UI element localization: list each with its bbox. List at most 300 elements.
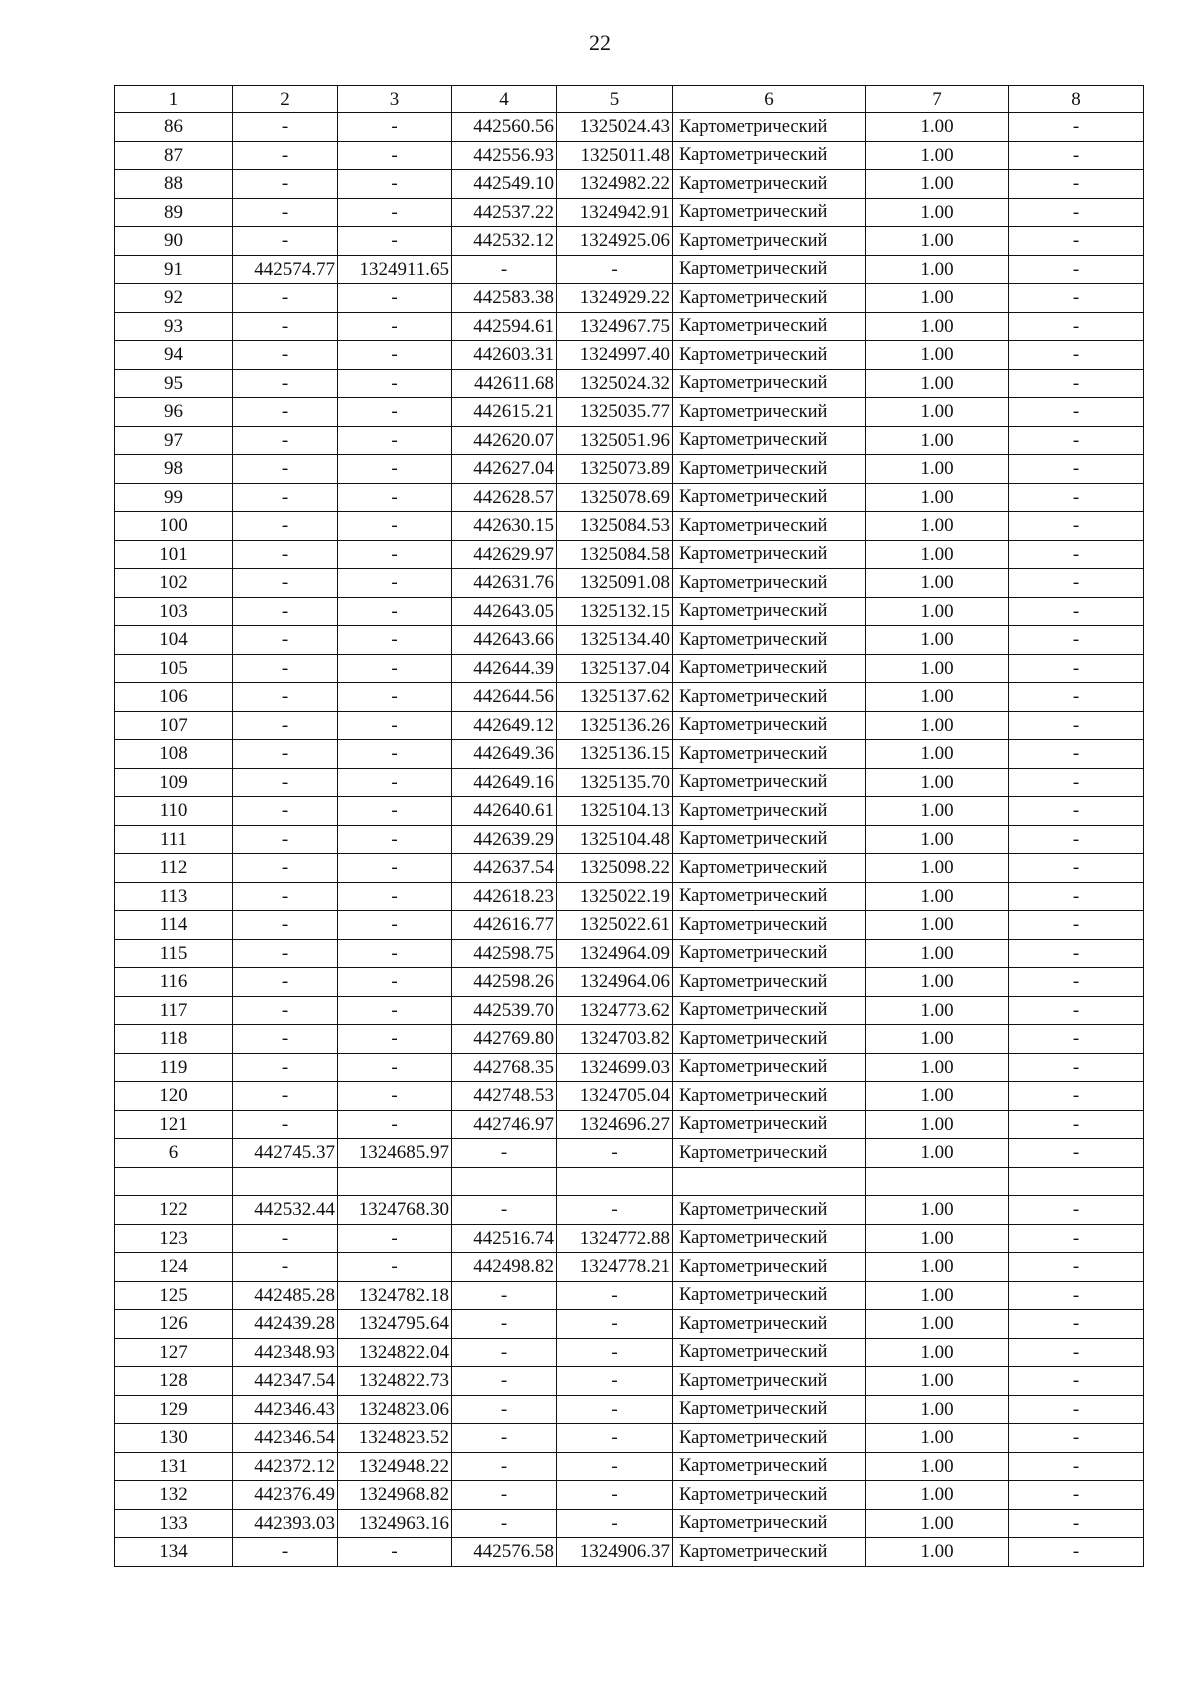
column-header-3: 3 xyxy=(338,86,452,113)
table-cell-col-4: 442643.05 xyxy=(452,597,557,626)
table-row xyxy=(115,170,1144,199)
table-cell-col-7: 1.00 xyxy=(866,1224,1009,1253)
table-cell-col-5: 1325098.22 xyxy=(557,854,673,883)
table-cell-col-6: Картометрический xyxy=(673,882,866,911)
table-cell-col-4: 442630.15 xyxy=(452,512,557,541)
table-cell-col-7: 1.00 xyxy=(866,255,1009,284)
table-cell-col-5: 1324964.09 xyxy=(557,939,673,968)
table-cell-col-1: 99 xyxy=(115,483,233,512)
table-cell-col-8: - xyxy=(1009,227,1144,256)
table-row xyxy=(115,398,1144,427)
table-cell-col-7: 1.00 xyxy=(866,455,1009,484)
table-cell-col-5: 1325136.15 xyxy=(557,740,673,769)
table-cell-col-4: 442748.53 xyxy=(452,1082,557,1111)
table-cell-col-6: Картометрический xyxy=(673,1481,866,1510)
table-cell-col-7: 1.00 xyxy=(866,141,1009,170)
table-cell-col-2: 442346.54 xyxy=(233,1424,338,1453)
table-cell-col-4: 442649.16 xyxy=(452,768,557,797)
table-cell-col-6: Картометрический xyxy=(673,398,866,427)
table-cell-col-7: 1.00 xyxy=(866,711,1009,740)
table-cell-col-8: - xyxy=(1009,170,1144,199)
table-cell-col-3: 1324795.64 xyxy=(338,1310,452,1339)
table-cell-col-7: 1.00 xyxy=(866,1481,1009,1510)
table-cell-col-1 xyxy=(115,1167,233,1196)
table-cell-col-7: 1.00 xyxy=(866,1452,1009,1481)
table-cell-col-5: 1325135.70 xyxy=(557,768,673,797)
table-cell-col-7: 1.00 xyxy=(866,1082,1009,1111)
table-cell-col-1: 108 xyxy=(115,740,233,769)
table-cell-col-6: Картометрический xyxy=(673,1053,866,1082)
table-row xyxy=(115,227,1144,256)
table-cell-col-8: - xyxy=(1009,426,1144,455)
table-cell-col-5: 1324925.06 xyxy=(557,227,673,256)
table-cell-col-1: 111 xyxy=(115,825,233,854)
table-cell-col-1: 114 xyxy=(115,911,233,940)
table-cell-col-3: - xyxy=(338,1110,452,1139)
table-cell-col-1: 119 xyxy=(115,1053,233,1082)
table-cell-col-4: 442594.61 xyxy=(452,312,557,341)
table-cell-col-2: - xyxy=(233,797,338,826)
table-cell-col-5: 1325134.40 xyxy=(557,626,673,655)
table-cell-col-6: Картометрический xyxy=(673,1224,866,1253)
table-cell-col-4: 442649.12 xyxy=(452,711,557,740)
table-cell-col-2: 442348.93 xyxy=(233,1338,338,1367)
table-row xyxy=(115,911,1144,940)
table-row xyxy=(115,1424,1144,1453)
table-cell-col-8: - xyxy=(1009,911,1144,940)
table-cell-col-3: - xyxy=(338,540,452,569)
table-cell-col-6: Картометрический xyxy=(673,854,866,883)
table-cell-col-2: - xyxy=(233,711,338,740)
table-cell-col-1: 98 xyxy=(115,455,233,484)
table-cell-col-2: - xyxy=(233,227,338,256)
table-cell-col-2: - xyxy=(233,911,338,940)
table-cell-col-8: - xyxy=(1009,996,1144,1025)
table-cell-col-6: Картометрический xyxy=(673,1139,866,1168)
table-cell-col-2: - xyxy=(233,968,338,997)
table-cell-col-3: - xyxy=(338,711,452,740)
table-cell-col-1: 93 xyxy=(115,312,233,341)
table-cell-col-8: - xyxy=(1009,1253,1144,1282)
table-cell-col-3: 1324782.18 xyxy=(338,1281,452,1310)
table-cell-col-3: - xyxy=(338,683,452,712)
table-cell-col-4: - xyxy=(452,1395,557,1424)
table-cell-col-4: - xyxy=(452,1509,557,1538)
table-cell-col-8: - xyxy=(1009,312,1144,341)
table-cell-col-6: Картометрический xyxy=(673,284,866,313)
table-row xyxy=(115,255,1144,284)
table-cell-col-7: 1.00 xyxy=(866,483,1009,512)
table-cell-col-5: 1324778.21 xyxy=(557,1253,673,1282)
table-cell-col-2 xyxy=(233,1167,338,1196)
table-cell-col-3: - xyxy=(338,854,452,883)
table-cell-col-1: 88 xyxy=(115,170,233,199)
table-cell-col-2: - xyxy=(233,113,338,142)
table-cell-col-6: Картометрический xyxy=(673,540,866,569)
table-cell-col-4: 442629.97 xyxy=(452,540,557,569)
table-cell-col-5: 1324982.22 xyxy=(557,170,673,199)
table-cell-col-6: Картометрический xyxy=(673,911,866,940)
table-cell-col-7: 1.00 xyxy=(866,740,1009,769)
table-cell-col-8: - xyxy=(1009,255,1144,284)
table-cell-col-7: 1.00 xyxy=(866,198,1009,227)
table-cell-col-4: 442583.38 xyxy=(452,284,557,313)
table-cell-col-8: - xyxy=(1009,968,1144,997)
table-cell-col-2: 442485.28 xyxy=(233,1281,338,1310)
table-cell-col-8: - xyxy=(1009,1139,1144,1168)
table-cell-col-8: - xyxy=(1009,1281,1144,1310)
table-cell-col-2: - xyxy=(233,369,338,398)
table-cell-col-4: - xyxy=(452,1338,557,1367)
table-cell-col-7: 1.00 xyxy=(866,996,1009,1025)
table-cell-col-2: 442393.03 xyxy=(233,1509,338,1538)
table-cell-col-8: - xyxy=(1009,569,1144,598)
table-cell-col-6: Картометрический xyxy=(673,683,866,712)
column-header-4: 4 xyxy=(452,86,557,113)
table-row xyxy=(115,825,1144,854)
table-cell-col-4: 442640.61 xyxy=(452,797,557,826)
table-cell-col-6: Картометрический xyxy=(673,369,866,398)
table-cell-col-1: 134 xyxy=(115,1538,233,1567)
table-cell-col-8: - xyxy=(1009,369,1144,398)
table-cell-col-8: - xyxy=(1009,512,1144,541)
table-cell-col-7: 1.00 xyxy=(866,426,1009,455)
table-row xyxy=(115,1452,1144,1481)
table-row xyxy=(115,341,1144,370)
table-row xyxy=(115,1110,1144,1139)
table-cell-col-1: 105 xyxy=(115,654,233,683)
table-cell-col-6: Картометрический xyxy=(673,1253,866,1282)
table-cell-col-3: - xyxy=(338,369,452,398)
table-cell-col-5: 1325084.53 xyxy=(557,512,673,541)
table-cell-col-2: - xyxy=(233,512,338,541)
table-cell-col-7: 1.00 xyxy=(866,597,1009,626)
column-header-1: 1 xyxy=(115,86,233,113)
table-cell-col-8: - xyxy=(1009,1110,1144,1139)
table-cell-col-3: - xyxy=(338,512,452,541)
table-cell-col-6: Картометрический xyxy=(673,939,866,968)
table-row xyxy=(115,626,1144,655)
table-row xyxy=(115,512,1144,541)
table-cell-col-3: - xyxy=(338,284,452,313)
table-cell-col-6: Картометрический xyxy=(673,483,866,512)
table-row xyxy=(115,768,1144,797)
table-row xyxy=(115,284,1144,313)
table-cell-col-2: - xyxy=(233,1025,338,1054)
table-cell-col-4: - xyxy=(452,255,557,284)
table-cell-col-1: 110 xyxy=(115,797,233,826)
table-cell-col-7: 1.00 xyxy=(866,1139,1009,1168)
table-cell-col-8: - xyxy=(1009,939,1144,968)
table-cell-col-4: - xyxy=(452,1424,557,1453)
table-cell-col-8: - xyxy=(1009,854,1144,883)
table-cell-col-6: Картометрический xyxy=(673,996,866,1025)
table-cell-col-3: - xyxy=(338,911,452,940)
table-cell-col-1: 106 xyxy=(115,683,233,712)
table-cell-col-3: - xyxy=(338,654,452,683)
table-cell-col-3: - xyxy=(338,312,452,341)
table-cell-col-5: - xyxy=(557,1395,673,1424)
table-cell-col-4: 442769.80 xyxy=(452,1025,557,1054)
table-cell-col-3: - xyxy=(338,1253,452,1282)
table-cell-col-2: 442745.37 xyxy=(233,1139,338,1168)
table-cell-col-3: 1324968.82 xyxy=(338,1481,452,1510)
table-cell-col-4: 442649.36 xyxy=(452,740,557,769)
table-cell-col-1: 130 xyxy=(115,1424,233,1453)
table-cell-col-5: 1325137.04 xyxy=(557,654,673,683)
table-cell-col-6: Картометрический xyxy=(673,825,866,854)
table-cell-col-7: 1.00 xyxy=(866,1053,1009,1082)
coordinates-table xyxy=(114,85,1144,1567)
table-cell-col-1: 91 xyxy=(115,255,233,284)
table-cell-col-2: - xyxy=(233,483,338,512)
table-cell-col-1: 87 xyxy=(115,141,233,170)
table-cell-col-2: - xyxy=(233,854,338,883)
table-cell-col-7: 1.00 xyxy=(866,569,1009,598)
table-row xyxy=(115,1082,1144,1111)
table-row xyxy=(115,1310,1144,1339)
table-cell-col-7: 1.00 xyxy=(866,797,1009,826)
table-cell-col-8: - xyxy=(1009,1310,1144,1339)
table-cell-col-6: Картометрический xyxy=(673,255,866,284)
table-cell-col-7: 1.00 xyxy=(866,1367,1009,1396)
table-cell-col-1: 127 xyxy=(115,1338,233,1367)
table-cell-col-4: 442643.66 xyxy=(452,626,557,655)
table-cell-col-7: 1.00 xyxy=(866,512,1009,541)
table-cell-col-2: - xyxy=(233,170,338,199)
table-cell-col-3: - xyxy=(338,825,452,854)
table-row xyxy=(115,1053,1144,1082)
table-cell-col-5: - xyxy=(557,1196,673,1225)
table-row xyxy=(115,1395,1144,1424)
table-cell-col-4: 442598.26 xyxy=(452,968,557,997)
table-cell-col-2: - xyxy=(233,939,338,968)
table-cell-col-3: 1324823.06 xyxy=(338,1395,452,1424)
table-cell-col-3: - xyxy=(338,1082,452,1111)
table-cell-col-6: Картометрический xyxy=(673,597,866,626)
table-cell-col-7: 1.00 xyxy=(866,939,1009,968)
table-cell-col-7: 1.00 xyxy=(866,1395,1009,1424)
table-cell-col-2: - xyxy=(233,569,338,598)
table-cell-col-1: 126 xyxy=(115,1310,233,1339)
table-cell-col-6: Картометрический xyxy=(673,1509,866,1538)
table-cell-col-4 xyxy=(452,1167,557,1196)
table-row xyxy=(115,1025,1144,1054)
table-cell-col-4: - xyxy=(452,1139,557,1168)
table-cell-col-7: 1.00 xyxy=(866,1196,1009,1225)
table-cell-col-4: 442539.70 xyxy=(452,996,557,1025)
table-cell-col-3: - xyxy=(338,198,452,227)
table-cell-col-8: - xyxy=(1009,341,1144,370)
table-cell-col-3: - xyxy=(338,626,452,655)
table-cell-col-5: 1325022.61 xyxy=(557,911,673,940)
table-cell-col-2: - xyxy=(233,654,338,683)
table-cell-col-1: 94 xyxy=(115,341,233,370)
table-cell-col-1: 122 xyxy=(115,1196,233,1225)
table-cell-col-2: - xyxy=(233,740,338,769)
column-header-8: 8 xyxy=(1009,86,1144,113)
table-cell-col-1: 133 xyxy=(115,1509,233,1538)
table-cell-col-3: 1324911.65 xyxy=(338,255,452,284)
table-cell-col-8: - xyxy=(1009,1367,1144,1396)
table-cell-col-6: Картометрический xyxy=(673,1196,866,1225)
table-cell-col-5: 1325104.13 xyxy=(557,797,673,826)
table-cell-col-5: - xyxy=(557,1281,673,1310)
table-cell-col-5: 1324772.88 xyxy=(557,1224,673,1253)
table-cell-col-1: 113 xyxy=(115,882,233,911)
table-cell-col-6: Картометрический xyxy=(673,768,866,797)
table-cell-col-4: - xyxy=(452,1481,557,1510)
table-row xyxy=(115,1509,1144,1538)
table-cell-col-6: Картометрический xyxy=(673,711,866,740)
table-cell-col-4: 442549.10 xyxy=(452,170,557,199)
table-cell-col-2: - xyxy=(233,341,338,370)
table-row xyxy=(115,1139,1144,1168)
table-cell-col-7: 1.00 xyxy=(866,1310,1009,1339)
table-cell-col-3: - xyxy=(338,1053,452,1082)
table-row xyxy=(115,968,1144,997)
table-cell-col-2: - xyxy=(233,540,338,569)
table-cell-col-6: Картометрический xyxy=(673,1110,866,1139)
table-cell-col-8: - xyxy=(1009,1025,1144,1054)
table-cell-col-3: 1324823.52 xyxy=(338,1424,452,1453)
table-cell-col-5: 1325035.77 xyxy=(557,398,673,427)
table-cell-col-4: 442644.56 xyxy=(452,683,557,712)
table-cell-col-1: 125 xyxy=(115,1281,233,1310)
table-cell-col-8: - xyxy=(1009,654,1144,683)
table-cell-col-6: Картометрический xyxy=(673,797,866,826)
table-row xyxy=(115,882,1144,911)
table-cell-col-6: Картометрический xyxy=(673,426,866,455)
table-cell-col-4: 442628.57 xyxy=(452,483,557,512)
table-cell-col-7: 1.00 xyxy=(866,398,1009,427)
table-cell-col-7: 1.00 xyxy=(866,1025,1009,1054)
table-cell-col-2: 442347.54 xyxy=(233,1367,338,1396)
table-row xyxy=(115,1338,1144,1367)
table-row xyxy=(115,1224,1144,1253)
table-cell-col-2: 442376.49 xyxy=(233,1481,338,1510)
table-cell-col-6: Картометрический xyxy=(673,113,866,142)
table-cell-col-5 xyxy=(557,1167,673,1196)
table-cell-col-1: 92 xyxy=(115,284,233,313)
table-cell-col-1: 116 xyxy=(115,968,233,997)
table-cell-col-2: - xyxy=(233,141,338,170)
table-cell-col-4: - xyxy=(452,1196,557,1225)
table-cell-col-1: 86 xyxy=(115,113,233,142)
table-cell-col-1: 103 xyxy=(115,597,233,626)
table-row xyxy=(115,939,1144,968)
table-cell-col-5: 1325091.08 xyxy=(557,569,673,598)
table-cell-col-7: 1.00 xyxy=(866,968,1009,997)
table-cell-col-6: Картометрический xyxy=(673,1538,866,1567)
table-cell-col-1: 109 xyxy=(115,768,233,797)
table-cell-col-8: - xyxy=(1009,1538,1144,1567)
table-cell-col-6: Картометрический xyxy=(673,1310,866,1339)
table-cell-col-8: - xyxy=(1009,1395,1144,1424)
table-row xyxy=(115,1196,1144,1225)
table-cell-col-1: 128 xyxy=(115,1367,233,1396)
table-cell-col-6: Картометрический xyxy=(673,512,866,541)
table-cell-col-3: - xyxy=(338,398,452,427)
table-cell-col-2: - xyxy=(233,597,338,626)
table-cell-col-1: 104 xyxy=(115,626,233,655)
table-cell-col-2: 442372.12 xyxy=(233,1452,338,1481)
table-cell-col-3: 1324822.73 xyxy=(338,1367,452,1396)
table-cell-col-5: - xyxy=(557,1338,673,1367)
table-cell-col-3: - xyxy=(338,1538,452,1567)
table-cell-col-7: 1.00 xyxy=(866,312,1009,341)
table-cell-col-5: 1325022.19 xyxy=(557,882,673,911)
table-header-row xyxy=(115,86,1144,113)
table-cell-col-5: - xyxy=(557,1509,673,1538)
table-cell-col-2: - xyxy=(233,1224,338,1253)
table-cell-col-8: - xyxy=(1009,683,1144,712)
table-cell-col-4: 442556.93 xyxy=(452,141,557,170)
table-cell-col-3: - xyxy=(338,968,452,997)
table-cell-col-7: 1.00 xyxy=(866,1110,1009,1139)
table-cell-col-8: - xyxy=(1009,455,1144,484)
table-cell-col-1: 97 xyxy=(115,426,233,455)
table-cell-col-2: - xyxy=(233,825,338,854)
table-cell-col-1: 123 xyxy=(115,1224,233,1253)
table-cell-col-8: - xyxy=(1009,825,1144,854)
table-cell-col-2: 442346.43 xyxy=(233,1395,338,1424)
table-cell-col-3: - xyxy=(338,426,452,455)
table-cell-col-4: - xyxy=(452,1452,557,1481)
table-cell-col-5: 1325136.26 xyxy=(557,711,673,740)
table-row xyxy=(115,141,1144,170)
table-cell-col-1: 131 xyxy=(115,1452,233,1481)
table-cell-col-5: - xyxy=(557,1139,673,1168)
table-cell-col-8: - xyxy=(1009,113,1144,142)
table-cell-col-8: - xyxy=(1009,768,1144,797)
table-cell-col-2: - xyxy=(233,1538,338,1567)
table-cell-col-5: 1324906.37 xyxy=(557,1538,673,1567)
table-cell-col-8: - xyxy=(1009,398,1144,427)
table-cell-col-5: 1324699.03 xyxy=(557,1053,673,1082)
table-cell-col-1: 124 xyxy=(115,1253,233,1282)
table-row xyxy=(115,654,1144,683)
table-cell-col-8: - xyxy=(1009,1481,1144,1510)
table-cell-col-3: - xyxy=(338,740,452,769)
table-cell-col-7: 1.00 xyxy=(866,1338,1009,1367)
table-cell-col-7: 1.00 xyxy=(866,626,1009,655)
table-cell-col-8: - xyxy=(1009,740,1144,769)
table-row xyxy=(115,569,1144,598)
table-cell-col-8: - xyxy=(1009,540,1144,569)
table-cell-col-5: 1324773.62 xyxy=(557,996,673,1025)
table-cell-col-3: - xyxy=(338,882,452,911)
table-cell-col-3: - xyxy=(338,1025,452,1054)
table-cell-col-6: Картометрический xyxy=(673,1367,866,1396)
table-cell-col-7: 1.00 xyxy=(866,284,1009,313)
table-cell-col-1: 96 xyxy=(115,398,233,427)
table-cell-col-4: 442620.07 xyxy=(452,426,557,455)
table-row xyxy=(115,426,1144,455)
table-cell-col-6: Картометрический xyxy=(673,1281,866,1310)
table-cell-col-1: 112 xyxy=(115,854,233,883)
table-cell-col-5: - xyxy=(557,1310,673,1339)
table-cell-col-2: - xyxy=(233,683,338,712)
table-row xyxy=(115,1253,1144,1282)
table-cell-col-8: - xyxy=(1009,1509,1144,1538)
table-cell-col-6: Картометрический xyxy=(673,341,866,370)
table-cell-col-7: 1.00 xyxy=(866,911,1009,940)
table-cell-col-7: 1.00 xyxy=(866,113,1009,142)
table-cell-col-5: 1324705.04 xyxy=(557,1082,673,1111)
table-cell-col-7: 1.00 xyxy=(866,540,1009,569)
table-cell-col-4: 442516.74 xyxy=(452,1224,557,1253)
